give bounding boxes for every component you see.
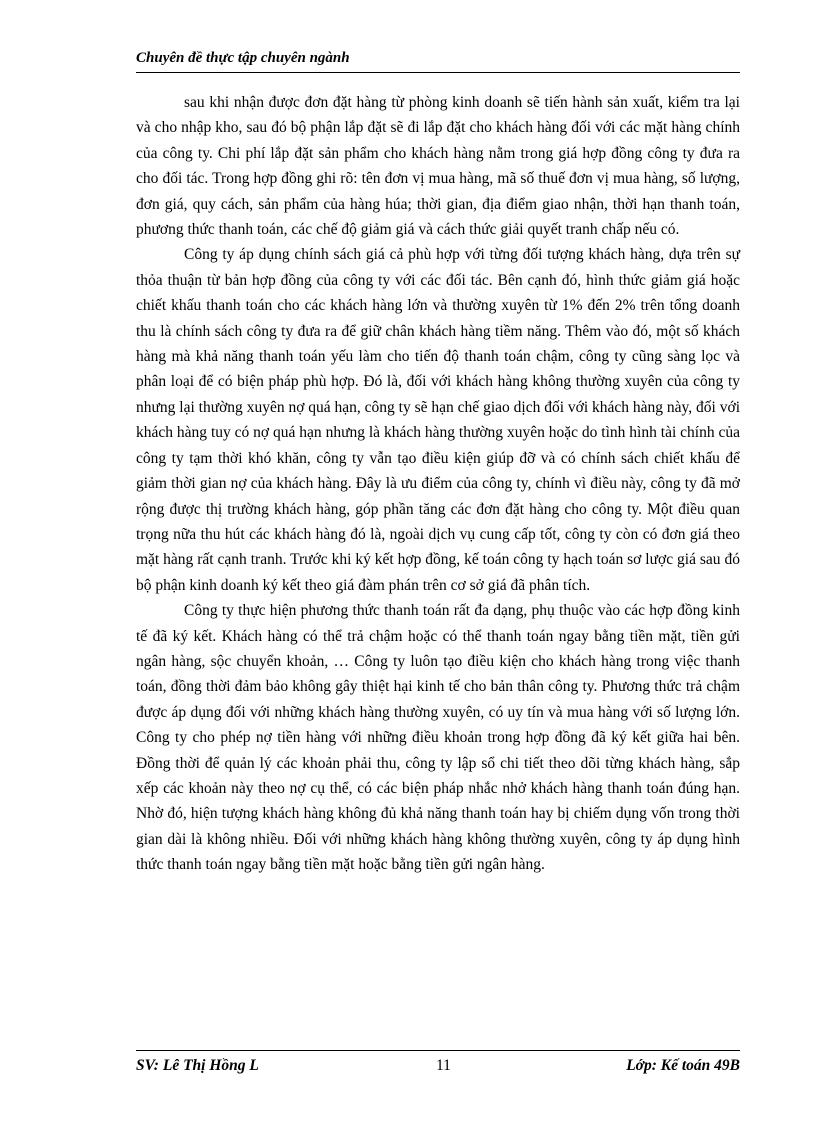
footer-class-name: Lớp: Kế toán 49B bbox=[626, 1057, 740, 1074]
paragraph-2: Công ty áp dụng chính sách giá cả phù hợp với từng đối tượng khách hàng, dựa trên sự thỏa thuận từ bản hợp đồng của công ty với các đối tác. Bên cạnh đó, hình thức giảm giá hoặc chiết khấu thanh toán cho các khách hàng lớn và thường xuyên từ 1% đến 2% trên tổng doanh thu là chính sách công ty đưa ra để giữ chân khách hàng tiềm năng. Thêm vào đó, một số khách hàng mà khả năng thanh toán yếu làm cho tiến độ thanh toán chậm, công ty cũng sàng lọc và phân loại để có biện pháp phù hợp. Đó là, đối với khách hàng không thường xuyên của công ty nhưng lại thường xuyên nợ quá hạn, công ty sẽ hạn chế giao dịch đối với khách hàng này, đối với khách hàng tuy có nợ quá hạn nhưng là khách hàng thường xuyên hoặc do tình hình tài chính của công ty tạm thời khó khăn, công ty vẫn tạo điều kiện giúp đỡ và có chính sách chiết khấu để giảm thời gian nợ của khách hàng. Đây là ưu điểm của công ty, chính vì điều này, công ty đã mở rộng được thị trường khách hàng, góp phần tăng các đơn đặt hàng cho công ty. Một điều quan trọng nữa thu hút các khách hàng đó là, ngoài dịch vụ cung cấp tốt, công ty còn có đơn giá theo mặt hàng rất cạnh tranh. Trước khi ký kết hợp đồng, kế toán công ty hạch toán sơ lược giá sau đó bộ phận kinh doanh ký kết theo giá đàm phán trên cơ sở giá đã phân tích. bbox=[136, 246, 740, 594]
page-number: 11 bbox=[436, 1057, 451, 1074]
page-footer bbox=[136, 1050, 740, 1081]
document-body bbox=[136, 90, 740, 878]
page-header bbox=[136, 50, 740, 73]
paragraph-3: Công ty thực hiện phương thức thanh toán rất đa dạng, phụ thuộc vào các hợp đồng kinh tế đã ký kết. Khách hàng có thể trả chậm hoặc có thể thanh toán ngay bằng tiền mặt, tiền gửi ngân hàng, sộc chuyển khoản, … Công ty luôn tạo điều kiện cho khách hàng trong việc thanh toán, đồng thời đảm bảo không gây thiệt hại kinh tế cho bản thân công ty. Phương thức trả chậm được áp dụng đối với những khách hàng thường xuyên, có uy tín và mua hàng với số lượng lớn. Công ty cho phép nợ tiền hàng với những điều khoản trong hợp đồng đã ký kết giữa hai bên. Đồng thời để quản lý các khoản phải thu, công ty lập sổ chi tiết theo dõi từng khách hàng, sắp xếp các khoản này theo nợ cụ thể, có các biện pháp nhắc nhở khách hàng thanh toán đúng hạn. Nhờ đó, hiện tượng khách hàng không đủ khả năng thanh toán hay bị chiếm dụng vốn trong thời gian dài là không nhiều. Đối với những khách hàng không thường xuyên, công ty áp dụng hình thức thanh toán ngay bằng tiền mặt hoặc bằng tiền gửi ngân hàng. bbox=[136, 602, 740, 874]
header-title: Chuyên đề thực tập chuyên ngành bbox=[136, 50, 350, 66]
paragraph-1: sau khi nhận được đơn đặt hàng từ phòng kinh doanh sẽ tiến hành sản xuất, kiểm tra lại và cho nhập kho, sau đó bộ phận lắp đặt sẽ đi lắp đặt cho khách hàng đối với các mặt hàng chính của công ty. Chi phí lắp đặt sản phẩm cho khách hàng nằm trong giá hợp đồng công ty đưa ra cho đối tác. Trong hợp đồng ghi rõ: tên đơn vị mua hàng, mã số thuế đơn vị mua hàng, số lượng, đơn giá, quy cách, sản phẩm của hàng húa; thời gian, địa điểm giao nhận, thời hạn thanh toán, phương thức thanh toán, các chế độ giảm giá và cách thức giải quyết tranh chấp nếu có. bbox=[136, 94, 740, 239]
footer-student-name: SV: Lê Thị Hồng L bbox=[136, 1057, 259, 1074]
